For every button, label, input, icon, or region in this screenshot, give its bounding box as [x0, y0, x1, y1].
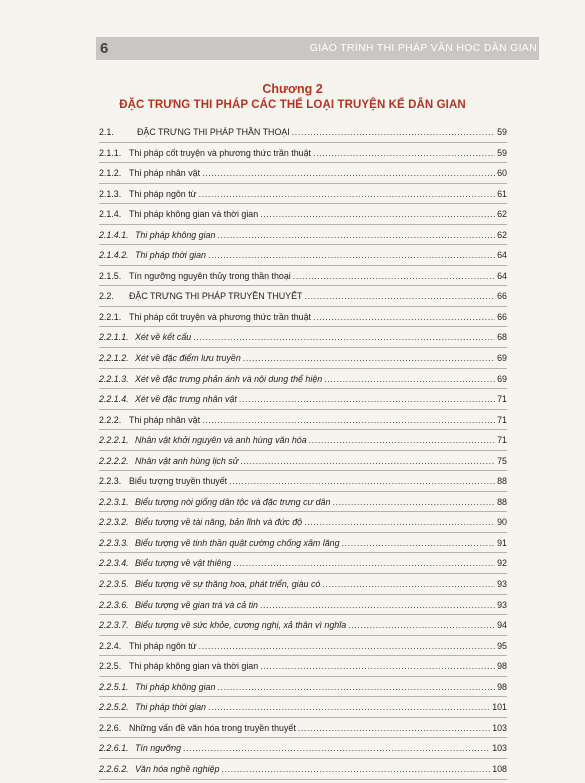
toc-entry-number: 2.2.3.: [99, 476, 122, 487]
toc-entry-number: 2.2.6.2.: [99, 763, 129, 774]
toc-entry-title: Thi pháp không gian: [135, 681, 216, 692]
dot-leader: [221, 759, 490, 780]
toc-entry-page: 103: [492, 743, 507, 754]
toc-entry-page: 101: [492, 702, 507, 713]
toc-entry-number: 2.2.3.3.: [99, 537, 129, 548]
toc-entry-page: 60: [497, 168, 507, 179]
dot-leader: [304, 512, 495, 533]
toc-entry-number: 2.2.2.1.: [99, 435, 129, 446]
toc-entry-number: 2.1.2.: [99, 168, 122, 179]
toc-entry-title: Biểu tượng về vật thiêng: [135, 558, 232, 569]
toc-entry-page: 71: [497, 394, 507, 405]
toc-entry[interactable]: [99, 718, 507, 739]
dot-leader: [208, 245, 495, 266]
toc-entry-title: Biểu tượng về gian trá và cả tin: [135, 599, 258, 610]
toc-entry-number: 2.2.3.6.: [99, 599, 129, 610]
toc-entry-number: 2.2.6.1.: [99, 743, 129, 754]
dot-leader: [298, 718, 490, 739]
toc-entry-title: Thi pháp cốt truyện và phương thức trần thuật: [129, 147, 311, 158]
toc-entry[interactable]: [99, 143, 507, 164]
dot-leader: [309, 430, 495, 451]
toc-entry-page: 59: [497, 147, 507, 158]
toc-entry-number: 2.1.: [99, 127, 114, 137]
dot-leader: [260, 595, 495, 616]
dot-leader: [217, 677, 495, 698]
dot-leader: [202, 163, 495, 184]
toc-entry-title: Xét về đặc điểm lưu truyền: [135, 353, 241, 364]
toc-entry-number: 2.2.1.4.: [99, 394, 129, 405]
toc-entry-page: 64: [497, 250, 507, 261]
toc-entry-page: 66: [497, 291, 507, 302]
toc-entry-title: Nhân vật khởi nguyên và anh hùng văn hóa: [135, 435, 307, 446]
toc-entry-page: 88: [497, 476, 507, 487]
toc-entry-title: Biểu tượng về sự thăng hoa, phát triển, giàu có: [135, 579, 321, 590]
toc-entry-title: Biểu tượng truyền thuyết: [129, 476, 228, 487]
table-of-contents: [99, 122, 507, 780]
toc-entry-title: Xét về kết cấu: [135, 332, 192, 343]
chapter-label: Chương 2: [262, 82, 323, 96]
dot-leader: [193, 327, 495, 348]
dot-leader: [199, 636, 496, 657]
toc-entry-title: Thi pháp nhân vật: [129, 414, 201, 425]
toc-entry[interactable]: [99, 389, 507, 410]
toc-entry-title: Xét về đặc trưng nhân vật: [135, 394, 237, 405]
toc-entry-title: Thi pháp không gian: [135, 229, 216, 240]
toc-entry-title: Thi pháp không gian và thời gian: [129, 661, 259, 672]
dot-leader: [293, 266, 495, 287]
toc-entry-page: 71: [497, 435, 507, 446]
toc-entry-page: 94: [497, 620, 507, 631]
toc-entry[interactable]: [99, 410, 507, 431]
toc-entry-title: Nhân vật anh hùng lịch sử: [135, 455, 239, 466]
toc-entry[interactable]: [99, 307, 507, 328]
dot-leader: [313, 143, 495, 164]
toc-entry-page: 95: [497, 640, 507, 651]
toc-entry-page: 62: [497, 229, 507, 240]
toc-entry-page: 61: [497, 188, 507, 199]
toc-entry-number: 2.1.5.: [99, 270, 122, 281]
toc-entry-number: 2.2.3.7.: [99, 620, 129, 631]
chapter-title: ĐẶC TRƯNG THI PHÁP CÁC THỂ LOẠI TRUYỆN KỂ DÂN GIAN: [119, 99, 466, 111]
dot-leader: [233, 553, 495, 574]
toc-entry-page: 103: [492, 722, 507, 733]
toc-entry-page: 69: [497, 373, 507, 384]
toc-entry-page: 90: [497, 517, 507, 528]
toc-entry[interactable]: [99, 163, 507, 184]
toc-entry-number: 2.2.1.: [99, 311, 122, 322]
toc-entry-number: 2.2.5.1.: [99, 681, 129, 692]
toc-entry-number: 2.2.3.5.: [99, 579, 129, 590]
toc-entry[interactable]: [99, 245, 507, 266]
toc-entry-title: Thi pháp ngôn từ: [129, 640, 197, 651]
toc-entry-title: ĐẶC TRƯNG THI PHÁP THẦN THOẠI: [137, 127, 290, 137]
dot-leader: [217, 225, 495, 246]
toc-entry[interactable]: [99, 471, 507, 492]
toc-entry-number: 2.2.1.1.: [99, 332, 129, 343]
toc-entry-page: 98: [497, 661, 507, 672]
toc-entry-page: 91: [497, 537, 507, 548]
running-head: GIÁO TRÌNH THI PHÁP VĂN HỌC DÂN GIAN: [309, 42, 537, 54]
toc-entry-number: 2.2.2.: [99, 414, 122, 425]
dot-leader: [183, 738, 490, 759]
toc-entry[interactable]: [99, 738, 507, 759]
dot-leader: [342, 533, 496, 554]
dot-leader: [348, 615, 495, 636]
toc-entry[interactable]: [99, 533, 507, 554]
toc-entry[interactable]: [99, 204, 507, 225]
dot-leader: [324, 369, 495, 390]
toc-entry[interactable]: [99, 595, 507, 616]
toc-entry[interactable]: [99, 430, 507, 451]
dot-leader: [202, 410, 495, 431]
toc-entry-number: 2.2.1.3.: [99, 373, 129, 384]
toc-entry[interactable]: [99, 451, 507, 472]
toc-entry[interactable]: [99, 759, 507, 780]
toc-entry-page: 68: [497, 332, 507, 343]
dot-leader: [208, 697, 490, 718]
toc-entry-page: 66: [497, 311, 507, 322]
toc-entry[interactable]: [99, 122, 507, 143]
toc-entry-title: Văn hóa nghề nghiệp: [135, 763, 220, 774]
toc-entry[interactable]: [99, 369, 507, 390]
toc-entry-number: 2.1.1.: [99, 147, 122, 158]
toc-entry-number: 2.2.4.: [99, 640, 122, 651]
toc-entry-page: 64: [497, 270, 507, 281]
toc-entry-number: 2.2.3.2.: [99, 517, 129, 528]
toc-entry-page: 71: [497, 414, 507, 425]
toc-entry[interactable]: [99, 286, 507, 307]
toc-entry-title: Tín ngưỡng nguyên thủy trong thần thoại: [129, 270, 291, 281]
page-number: 6: [100, 40, 109, 57]
dot-leader: [239, 389, 495, 410]
toc-entry-title: Biểu tượng về tinh thần quật cường chống xâm lăng: [135, 537, 340, 548]
dot-leader: [199, 184, 496, 205]
dot-leader: [229, 471, 495, 492]
toc-entry[interactable]: [99, 553, 507, 574]
toc-entry-title: Thi pháp nhân vật: [129, 168, 201, 179]
dot-leader: [292, 122, 495, 143]
toc-entry[interactable]: [99, 677, 507, 698]
toc-entry-number: 2.2.3.1.: [99, 496, 129, 507]
toc-entry-title: Thi pháp cốt truyện và phương thức trần thuật: [129, 311, 311, 322]
toc-entry-page: 88: [497, 496, 507, 507]
toc-entry-page: 62: [497, 209, 507, 220]
dot-leader: [260, 204, 495, 225]
toc-entry-title: Những vấn đề văn hóa trong truyền thuyết: [129, 722, 296, 733]
toc-entry-number: 2.2.6.: [99, 722, 122, 733]
toc-entry-title: Thi pháp không gian và thời gian: [129, 209, 259, 220]
toc-entry[interactable]: [99, 266, 507, 287]
toc-entry-number: 2.2.1.2.: [99, 353, 129, 364]
toc-entry-title: Xét về đặc trưng phản ánh và nội dung thể hiện: [135, 373, 323, 384]
dot-leader: [313, 307, 495, 328]
dot-leader: [332, 492, 495, 513]
toc-entry-page: 59: [497, 127, 507, 137]
toc-entry[interactable]: [99, 327, 507, 348]
toc-entry-title: Thi pháp thời gian: [135, 702, 206, 713]
toc-entry-page: 108: [492, 763, 507, 774]
toc-entry-number: 2.1.4.: [99, 209, 122, 220]
toc-entry[interactable]: [99, 615, 507, 636]
dot-leader: [240, 451, 495, 472]
toc-entry[interactable]: [99, 636, 507, 657]
toc-entry[interactable]: [99, 492, 507, 513]
toc-entry-page: 69: [497, 353, 507, 364]
toc-entry-page: 98: [497, 681, 507, 692]
toc-entry-title: Tín ngưỡng: [135, 743, 182, 754]
toc-entry-number: 2.1.4.2.: [99, 250, 129, 261]
toc-entry-title: Biểu tượng về sức khỏe, cương nghị, xả thân vì nghĩa: [135, 620, 347, 631]
toc-entry-number: 2.2.: [99, 291, 114, 302]
toc-entry-title: Biểu tượng về tài năng, bản lĩnh và đức độ: [135, 517, 303, 528]
toc-entry-title: Biểu tượng nòi giống dân tộc và đặc trưng cư dân: [135, 496, 331, 507]
toc-entry-page: 93: [497, 599, 507, 610]
toc-entry-number: 2.1.3.: [99, 188, 122, 199]
dot-leader: [322, 574, 495, 595]
toc-entry-number: 2.2.5.: [99, 661, 122, 672]
toc-entry[interactable]: [99, 697, 507, 718]
toc-entry-title: Thi pháp thời gian: [135, 250, 206, 261]
dot-leader: [243, 348, 495, 369]
toc-entry-page: 75: [497, 455, 507, 466]
toc-entry-number: 2.1.4.1.: [99, 229, 129, 240]
toc-entry-page: 93: [497, 579, 507, 590]
toc-entry-page: 92: [497, 558, 507, 569]
toc-entry-title: ĐẶC TRƯNG THI PHÁP TRUYỀN THUYẾT: [129, 291, 303, 302]
dot-leader: [260, 656, 495, 677]
toc-entry[interactable]: [99, 184, 507, 205]
toc-entry-number: 2.2.2.2.: [99, 455, 129, 466]
toc-entry-title: Thi pháp ngôn từ: [129, 188, 197, 199]
dot-leader: [304, 286, 495, 307]
toc-entry-number: 2.2.3.4.: [99, 558, 129, 569]
toc-entry[interactable]: [99, 656, 507, 677]
toc-entry[interactable]: [99, 348, 507, 369]
toc-entry[interactable]: [99, 574, 507, 595]
toc-entry[interactable]: [99, 512, 507, 533]
toc-entry[interactable]: [99, 225, 507, 246]
toc-entry-number: 2.2.5.2.: [99, 702, 129, 713]
